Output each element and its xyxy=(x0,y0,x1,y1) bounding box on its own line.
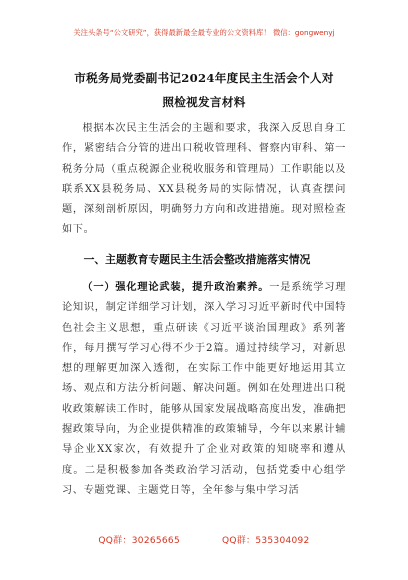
document-title: 市税务局党委副书记2024年度民主生活会个人对照检视发言材料 xyxy=(74,71,334,109)
section-heading-1: 一、主题教育专题民主生活会整改措施落实情况 xyxy=(83,253,311,266)
subsection-heading-1: （一）强化理论武装，提升政治素养。 xyxy=(82,281,270,293)
intro-paragraph: 根据本次民主生活会的主题和要求，我深入反思自身工作，紧密结合分管的进出口税收管理科、督察内审科、第一税务分局（重点税源企业税收服务和管理局）工作职能以及联系XX县税务局、XX县税务局的实际情况，认真查摆问题，深刻剖析原因，明确努力方向和改进措施。现对照检查如下。 xyxy=(62,123,346,236)
header-promo-banner: 关注头条号“公文研究”，获得最新最全最专业的公文资料库！ 微信：gongwenyj xyxy=(73,28,335,37)
subsection-body-1: 一是系统学习理论知识，制定详细学习计划，深入学习习近平新时代中国特色社会主义思想，重点研读《习近平谈治国理政》系列著作，每月撰写学习心得不少于2篇。通过持续学习，对新思想的理解更加深入透彻，在实际工作中能更好地运用其立场、观点和方法分析问题、解决问题。例如在处理进出口税收政策解读工作时，能够从国家发展战略高度出发，准确把握政策导向，为企业提供精准的政策辅导，今年以来累计辅导企业XX家次，有效提升了企业对政策的知晓率和遵从度。二是积极参加各类政治学习活动，包括党委中心组学习、专题党课、主题党日等，全年参与集中学习活 xyxy=(62,282,347,496)
qq-group-1: QQ群：30265665 xyxy=(98,536,180,546)
subsection-paragraph-1 xyxy=(62,277,346,501)
footer-promo-banner xyxy=(0,533,408,546)
qq-group-2: QQ群：535304092 xyxy=(221,536,310,546)
